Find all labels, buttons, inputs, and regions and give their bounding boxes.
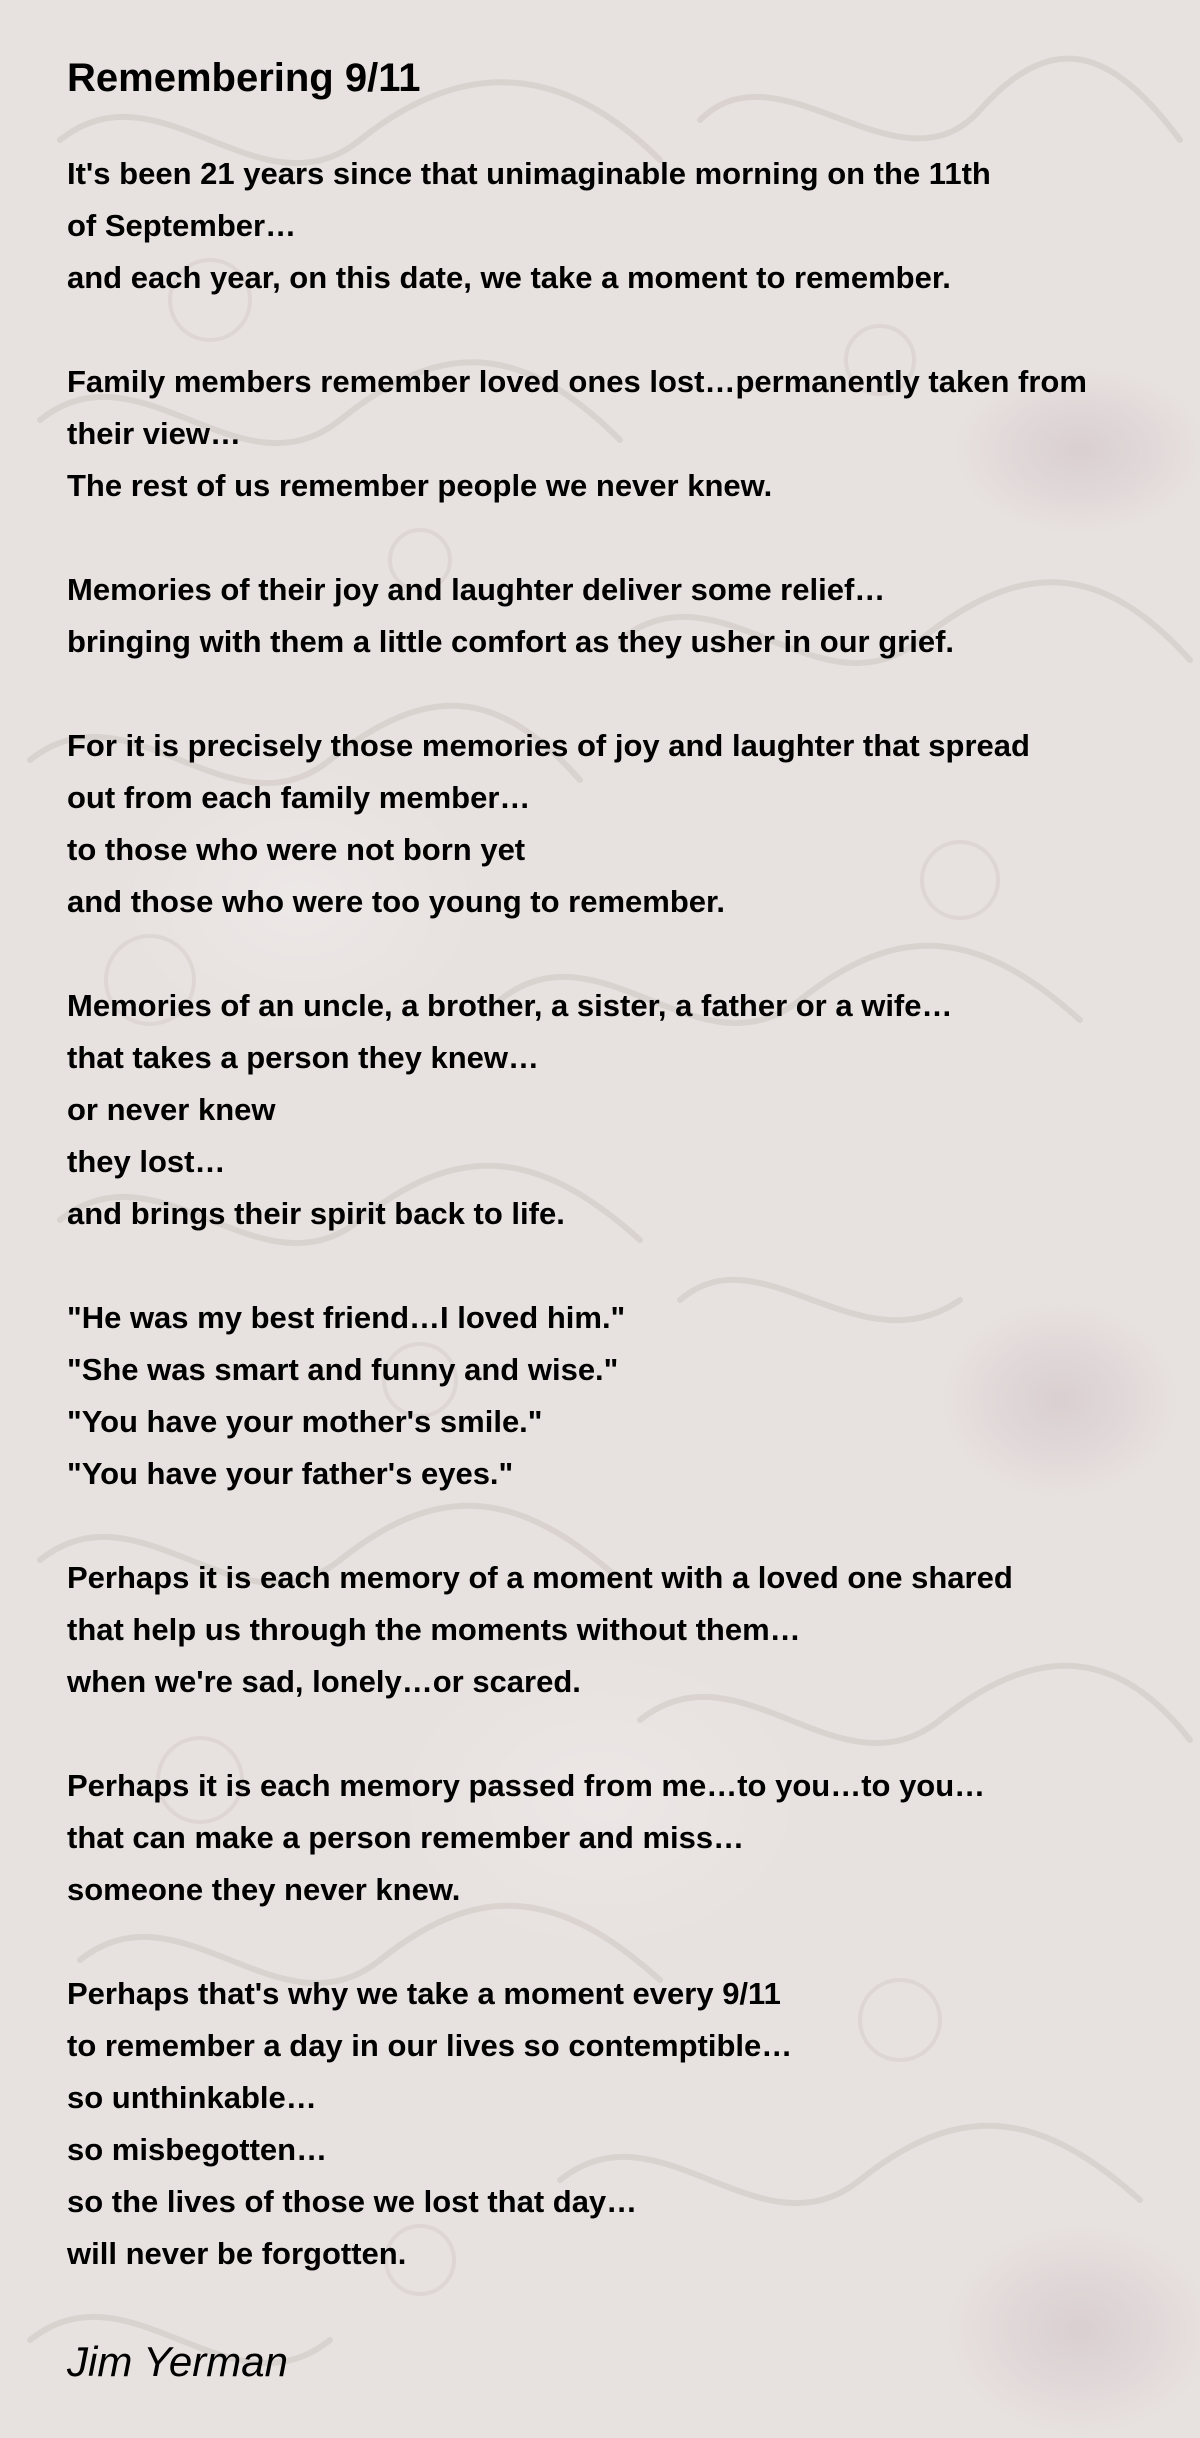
- poem-line: "You have your father's eyes.": [67, 1456, 514, 1491]
- poem-line: Perhaps it is each memory of a moment with a loved one shared: [67, 1560, 1013, 1595]
- poem-line: someone they never knew.: [67, 1872, 461, 1907]
- poem-stanza: [67, 564, 1147, 668]
- poem-line: Perhaps that's why we take a moment every 9/11: [67, 1976, 781, 2011]
- poem-line: to remember a day in our lives so contemptible…: [67, 2028, 793, 2063]
- poem-stanza: [67, 148, 1147, 304]
- poem-line: For it is precisely those memories of joy and laughter that spread: [67, 728, 1030, 763]
- poem-line: and those who were too young to remember.: [67, 884, 725, 919]
- poem-line: so unthinkable…: [67, 2080, 317, 2115]
- poem-line: will never be forgotten.: [67, 2236, 407, 2271]
- poem-line: Family members remember loved ones lost…permanently taken from: [67, 364, 1087, 399]
- poem-stanza: [67, 720, 1147, 928]
- poem-line: bringing with them a little comfort as they usher in our grief.: [67, 624, 955, 659]
- poem-stanza: [67, 1552, 1147, 1708]
- poem-stanza: [67, 980, 1147, 1240]
- poem-line: of September…: [67, 208, 297, 243]
- poem-line: their view…: [67, 416, 241, 451]
- poem-title: Remembering 9/11: [67, 56, 421, 100]
- poem-line: Perhaps it is each memory passed from me…to you…to you…: [67, 1768, 986, 1803]
- poem-line: Memories of their joy and laughter deliver some relief…: [67, 572, 886, 607]
- poem-line: It's been 21 years since that unimaginable morning on the 11th: [67, 156, 991, 191]
- poem-stanza: [67, 1968, 1147, 2280]
- poem-line: when we're sad, lonely…or scared.: [67, 1664, 581, 1699]
- poem-body: [67, 148, 1147, 2280]
- poem-stanza: [67, 1292, 1147, 1500]
- poem-author: Jim Yerman: [67, 2338, 288, 2385]
- poem-line: so the lives of those we lost that day…: [67, 2184, 638, 2219]
- poem-container: [67, 48, 1147, 2392]
- poem-line: that takes a person they knew…: [67, 1040, 540, 1075]
- poem-line: and brings their spirit back to life.: [67, 1196, 565, 1231]
- poem-line: that help us through the moments without them…: [67, 1612, 801, 1647]
- poem-line: they lost…: [67, 1144, 226, 1179]
- poem-line: Memories of an uncle, a brother, a sister, a father or a wife…: [67, 988, 953, 1023]
- poem-stanza: [67, 1760, 1147, 1916]
- poem-line: out from each family member…: [67, 780, 531, 815]
- poem-line: The rest of us remember people we never knew.: [67, 468, 773, 503]
- poem-line: "She was smart and funny and wise.": [67, 1352, 619, 1387]
- poem-line: to those who were not born yet: [67, 832, 526, 867]
- poem-line: "You have your mother's smile.": [67, 1404, 543, 1439]
- poem-line: and each year, on this date, we take a moment to remember.: [67, 260, 951, 295]
- poem-line: so misbegotten…: [67, 2132, 328, 2167]
- poem-line: "He was my best friend…I loved him.": [67, 1300, 626, 1335]
- poem-line: or never knew: [67, 1092, 276, 1127]
- poem-stanza: [67, 356, 1147, 512]
- poem-line: that can make a person remember and miss…: [67, 1820, 745, 1855]
